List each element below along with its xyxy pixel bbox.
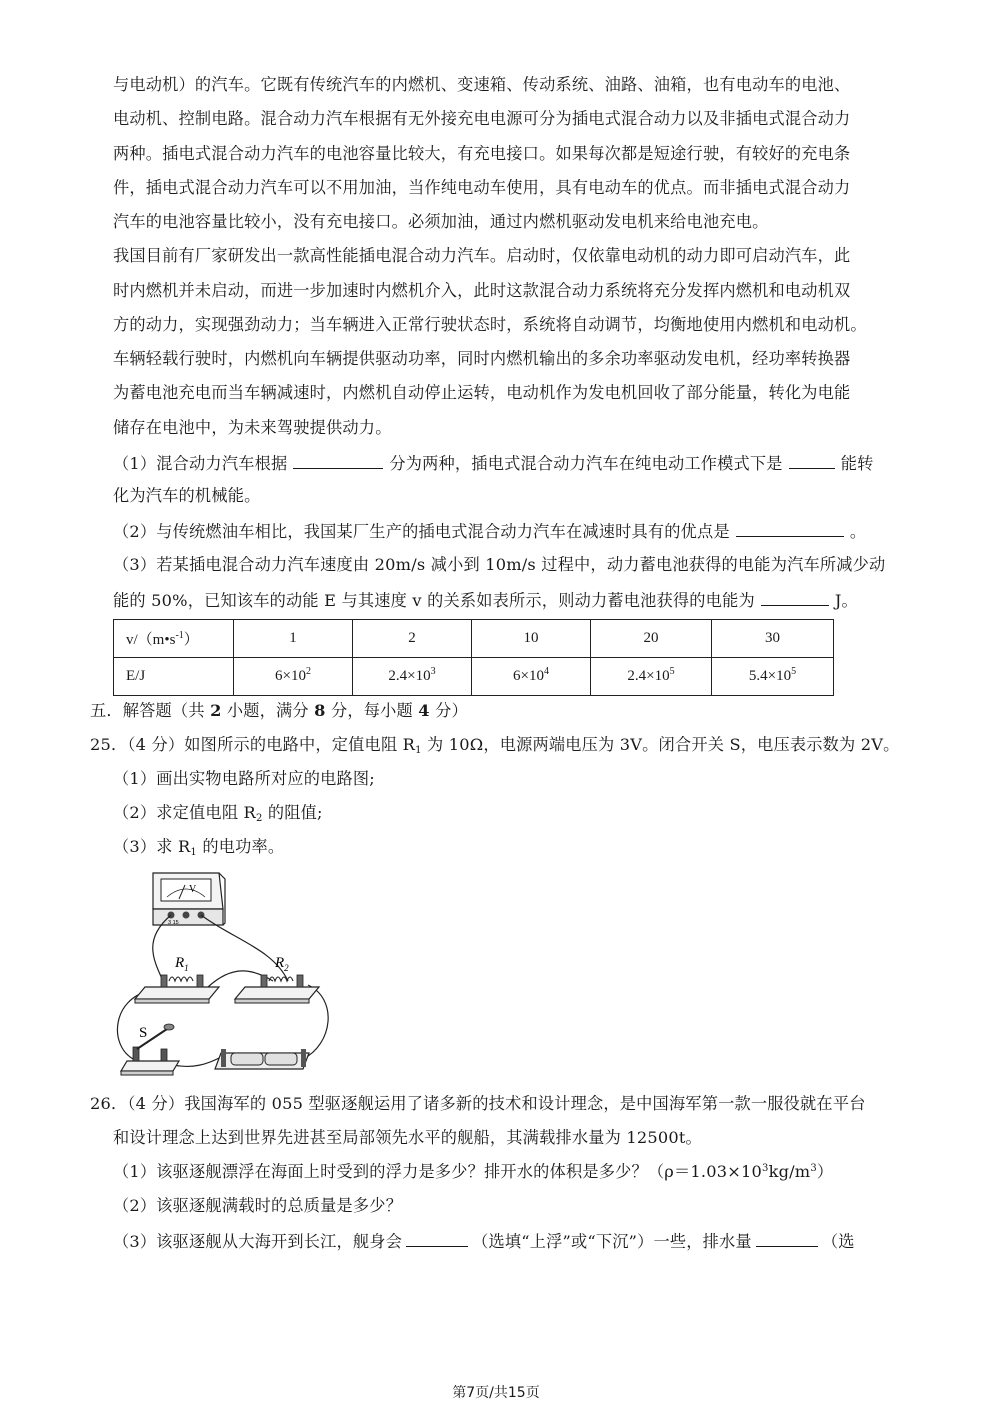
table-row-header: E/J bbox=[114, 658, 234, 696]
voltmeter bbox=[153, 873, 225, 926]
q26-part2: （2）该驱逐舰满载时的总质量是多少？ bbox=[113, 1196, 403, 1215]
q24-part1-text-b: 分为两种，插电式混合动力汽车在纯电动工作模式下是 bbox=[389, 454, 783, 473]
q24-part1-text-a: （1）混合动力汽车根据 bbox=[113, 454, 288, 473]
table-cell: $6\times 10^4$ bbox=[472, 658, 591, 696]
q24-part1-cont: 化为汽车的机械能。 bbox=[113, 486, 261, 505]
q26-part1: （1）该驱逐舰漂浮在海面上时受到的浮力是多少？排开水的体积是多少？$(\rho=1.03\times 10^3kg/m^3)$ bbox=[113, 1162, 834, 1181]
q24-part3-unit: J。 bbox=[834, 591, 858, 610]
q26-part3: （3）该驱逐舰从大海开到长江，舰身会 （选填“上浮”或“下沉”）一些，排水量 （选 bbox=[113, 1232, 855, 1251]
q24-part2-end: 。 bbox=[849, 522, 867, 541]
answer-blank[interactable] bbox=[761, 589, 829, 606]
table-row bbox=[114, 658, 834, 696]
passage-line: 汽车的电池容量比较小，没有充电接口。必须加油，通过内燃机驱动发电机来给电池充电。 bbox=[113, 212, 769, 231]
table-cell: $2.4\times 10^3$ bbox=[353, 658, 472, 696]
passage-line: 车辆轻载行驶时，内燃机向车辆提供驱动功率，同时内燃机输出的多余功率驱动发电机，经功率转换器 bbox=[113, 349, 851, 368]
table-cell: 2 bbox=[353, 620, 472, 658]
speed-energy-table bbox=[113, 619, 834, 696]
q25-part3: （3）求 $R_1$ 的电功率。 bbox=[113, 837, 285, 858]
passage-line: 电动机、控制电路。混合动力汽车根据有无外接充电电源可分为插电式混合动力以及非插电式混合动力 bbox=[113, 109, 851, 128]
q24-part3: （3）若某插电混合动力汽车速度由 20m/s 减小到 10m/s 过程中，动力蓄电池获得的电能为汽车所减少动 bbox=[113, 555, 886, 574]
switch-s bbox=[121, 1024, 179, 1075]
resistor-r1 bbox=[135, 955, 219, 1003]
table-cell: $6\times 10^2$ bbox=[234, 658, 353, 696]
battery-pack bbox=[215, 1049, 309, 1069]
q25-part2: （2）求定值电阻 $R_2$ 的阻值; bbox=[113, 803, 323, 824]
passage-line: 方的动力，实现强劲动力；当车辆进入正常行驶状态时，系统将自动调节，均衡地使用内燃机和电动机。 bbox=[113, 315, 867, 334]
q24-part3-cont bbox=[113, 589, 858, 611]
r1-label: $R_1$ bbox=[175, 955, 189, 973]
passage-line: 两种。插电式混合动力汽车的电池容量比较大，有充电接口。如果每次都是短途行驶，有较好的充电条 bbox=[113, 144, 851, 163]
answer-blank[interactable] bbox=[406, 1230, 468, 1247]
passage-line: 时内燃机并未启动，而进一步加速时内燃机介入，此时这款混合动力系统将充分发挥内燃机和电动机双 bbox=[113, 281, 851, 300]
meter-label: V bbox=[189, 884, 197, 895]
q24-part2-text: （2）与传统燃油车相比，我国某厂生产的插电式混合动力汽车在减速时具有的优点是 bbox=[113, 522, 730, 541]
passage-line: 储存在电池中，为未来驾驶提供动力。 bbox=[113, 418, 392, 437]
section-heading: 五．解答题（共 2 小题，满分 8 分，每小题 4 分） bbox=[90, 701, 468, 720]
passage-line: 我国目前有厂家研发出一款高性能插电混合动力汽车。启动时，仅依靠电动机的动力即可启动汽车，此 bbox=[113, 246, 851, 265]
q24-part2 bbox=[113, 520, 866, 542]
passage-line: 为蓄电池充电而当车辆减速时，内燃机自动停止运转，电动机作为发电机回收了部分能量，转化为电能 bbox=[113, 383, 851, 402]
answer-blank[interactable] bbox=[756, 1230, 818, 1247]
table-cell: 20 bbox=[591, 620, 712, 658]
resistor-r2 bbox=[235, 955, 319, 1003]
passage-line: 与电动机）的汽车。它既有传统汽车的内燃机、变速箱、传动系统、油路、油箱，也有电动车的电池、 bbox=[113, 75, 851, 94]
answer-blank[interactable] bbox=[789, 452, 835, 469]
passage-line: 件，插电式混合动力汽车可以不用加油，当作纯电动车使用，具有电动车的优点。而非插电式混合动力 bbox=[113, 178, 851, 197]
answer-blank[interactable] bbox=[293, 452, 383, 469]
q24-part3-text: 能的 50%，已知该车的动能 E 与其速度 v 的关系如表所示，则动力蓄电池获得的电能为 bbox=[113, 591, 755, 610]
q24-part1 bbox=[113, 452, 873, 474]
q26-intro-cont: 和设计理念上达到世界先进甚至局部领先水平的舰船，其满载排水量为 12500t。 bbox=[113, 1128, 702, 1147]
table-cell: 1 bbox=[234, 620, 353, 658]
table-cell: 30 bbox=[712, 620, 834, 658]
q26-intro: 26．（4 分）我国海军的 055 型驱逐舰运用了诸多新的技术和设计理念，是中国海军第一款一服役就在平台 bbox=[90, 1094, 866, 1113]
table-cell: $2.4\times 10^5$ bbox=[591, 658, 712, 696]
q25-intro: 25．（4 分）如图所示的电路中，定值电阻 $R_1$ 为 10Ω，电源两端电压为 3V。闭合开关 S，电压表示数为 2V。 bbox=[90, 735, 900, 756]
table-row bbox=[114, 620, 834, 658]
table-cell: 10 bbox=[472, 620, 591, 658]
q24-part1-text-c: 能转 bbox=[840, 454, 874, 473]
table-row-header: $v/(m•s^{-1})$ bbox=[114, 620, 234, 658]
table-cell: $5.4\times 10^5$ bbox=[712, 658, 834, 696]
page-number: 第7页/共15页 bbox=[452, 1385, 540, 1401]
meter-terminal-labels: 3 15 bbox=[168, 920, 179, 926]
switch-label: S bbox=[139, 1025, 148, 1041]
q25-part1: （1）画出实物电路所对应的电路图; bbox=[113, 769, 375, 788]
circuit-diagram bbox=[113, 869, 333, 1081]
r2-label: $R_2$ bbox=[275, 955, 289, 973]
answer-blank[interactable] bbox=[736, 520, 844, 537]
